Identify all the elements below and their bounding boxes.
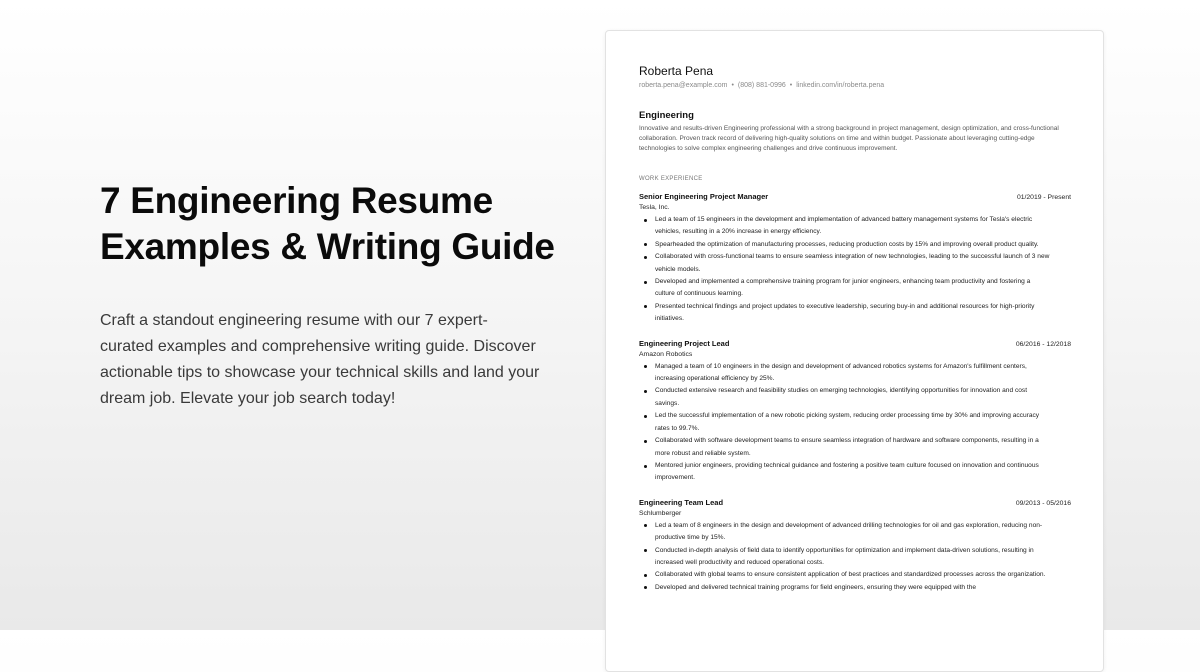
resume-summary: Innovative and results-driven Engineering professional with a strong background in project management, design optimization, and cross-functional collaboration. Proven track record of delivering high-quality solutions on time and within budget. Passionate about leveraging cutting-edge technologies to solve complex engineering challenges and drive continuous improvement. — [639, 125, 1059, 152]
job-dates: 06/2016 - 12/2018 — [1015, 340, 1071, 348]
job-bullet: Collaborated with global teams to ensure consistent application of best practices and standardized processes across the organization. — [639, 569, 1050, 581]
job-company: Amazon Robotics — [639, 350, 693, 358]
contact-separator: • — [731, 82, 734, 89]
job-company: Schlumberger — [639, 509, 682, 517]
job-header — [639, 498, 1071, 509]
job-bullet: Presented technical findings and project updates to executive leadership, securing buy-in and additional resources for high-priority initiatives. — [639, 301, 1050, 326]
contact-separator: • — [789, 82, 793, 89]
job-company: Tesla, Inc. — [639, 204, 670, 211]
section-heading-work-experience: WORK EXPERIENCE — [639, 176, 703, 182]
job-bullets — [639, 361, 1071, 485]
resume-preview — [605, 30, 1104, 672]
job-bullet: Led a team of 8 engineers in the design and development of advanced drilling technologies for oil and gas exploration, reducing non-productive time by 15%. — [639, 520, 1050, 545]
job-bullet: Led a team of 15 engineers in the development and implementation of advanced battery management systems for Tesla's electric vehicles, resulting in a 20% increase in energy efficiency. — [639, 214, 1050, 239]
job-dates: 09/2013 - 05/2016 — [1015, 499, 1071, 507]
job-entry — [639, 498, 1071, 594]
job-header — [639, 192, 1071, 203]
page-title: 7 Engineering Resume Examples & Writing Guide — [100, 180, 555, 267]
resume-linkedin: linkedin.com/in/roberta.pena — [796, 82, 885, 89]
job-entry — [639, 192, 1071, 326]
job-header — [639, 339, 1071, 350]
page-description: Craft a standout engineering resume with our 7 expert-curated examples and comprehensive writing guide. Discover actionable tips to showcase your technical skills and land your dream job. Elevate your job search today! — [100, 312, 540, 407]
job-bullets — [639, 214, 1071, 326]
job-bullet: Conducted in-depth analysis of field data to identify opportunities for optimization and implement data-driven solutions, resulting in increased well productivity and reduced operational costs. — [639, 545, 1050, 570]
job-title: Senior Engineering Project Manager — [639, 192, 769, 201]
resume-title: Engineering — [639, 110, 694, 121]
job-bullet: Developed and delivered technical training programs for field engineers, ensuring they were equipped with the — [639, 582, 1050, 594]
job-bullets — [639, 520, 1071, 594]
resume-name: Roberta Pena — [639, 64, 714, 78]
job-dates: 01/2019 - Present — [1016, 194, 1071, 201]
resume-email: roberta.pena@example.com — [639, 82, 728, 89]
job-bullet: Led the successful implementation of a new robotic picking system, reducing order processing time by 30% and improving accuracy rates to 99.7%. — [639, 410, 1050, 435]
job-bullet: Spearheaded the optimization of manufacturing processes, reducing production costs by 15% and improving overall product quality. — [639, 239, 1050, 251]
resume-phone: (808) 881-0996 — [737, 82, 786, 89]
job-title: Engineering Project Lead — [639, 338, 730, 348]
job-bullet: Developed and implemented a comprehensive training program for junior engineers, enhancing team productivity and fostering a culture of continuous learning. — [639, 276, 1050, 301]
resume-content — [639, 64, 1071, 594]
job-title: Engineering Team Lead — [639, 497, 724, 507]
job-bullet: Conducted extensive research and feasibility studies on emerging technologies, identifying opportunities for innovation and cost savings. — [639, 385, 1050, 410]
resume-contact — [639, 81, 1071, 90]
job-bullet: Mentored junior engineers, providing technical guidance and fostering a positive team culture focused on innovation and continuous improvement. — [639, 460, 1050, 485]
job-bullet: Managed a team of 10 engineers in the design and development of advanced robotics systems for Amazon's fulfillment centers, increasing operational efficiency by 25%. — [639, 361, 1050, 386]
hero — [100, 178, 560, 412]
job-bullet: Collaborated with cross-functional teams to ensure seamless integration of new technologies, leading to the successful launch of 3 new vehicle models. — [639, 251, 1050, 276]
job-entry — [639, 339, 1071, 485]
job-bullet: Collaborated with software development teams to ensure seamless integration of hardware and software components, resulting in a more robust and reliable system. — [639, 435, 1050, 460]
